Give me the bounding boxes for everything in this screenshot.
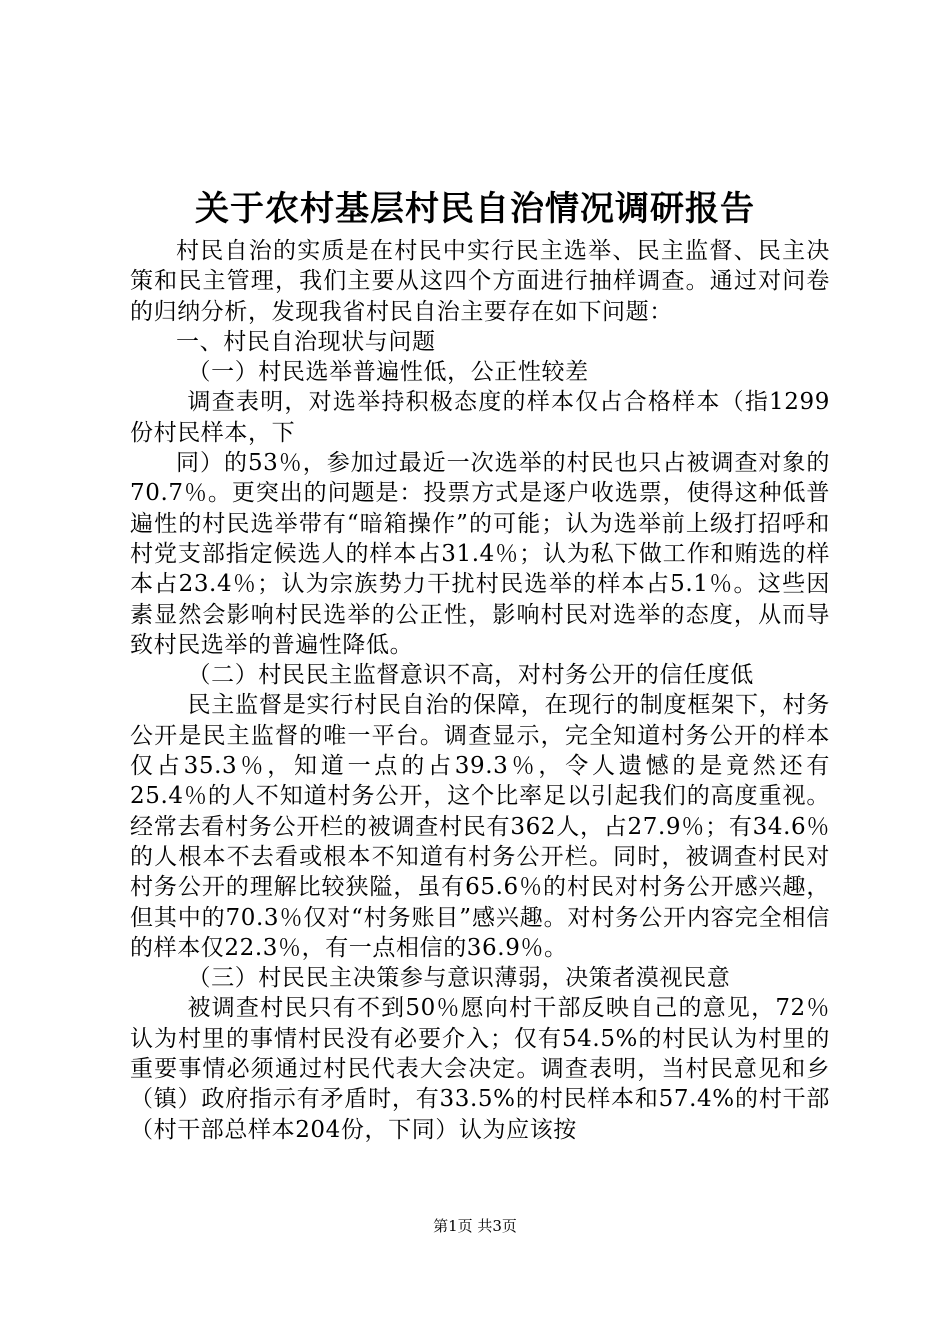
paragraph-supervision: 民主监督是实行村民自治的保障，在现行的制度框架下，村务公开是民主监督的唯一平台。调查显示，完全知道村务公开的样本仅占35.3％，知道一点的占39.3％，令人遗憾的是竟然还有25.4％的人不知道村务公开，这个比率足以引起我们的高度重视。经常去看村务公开栏的被调查村民有362人，占27.9％；有34.6％的人根本不去看或根本不知道有村务公开栏。同时，被调查村民对村务公开的理解比较狭隘，虽有65.6％的村民对村务公开感兴趣，但其中的70.3％仅对“村务账目”感兴趣。对村务公开内容完全相信的样本仅22.3％，有一点相信的36.9％。 [130, 692, 830, 961]
paragraph-election-1: 调查表明，对选举持积极态度的样本仅占合格样本（指1299份村民样本，下 [130, 389, 830, 446]
subsection-heading-3: （三）村民民主决策参与意识薄弱，决策者漠视民意 [187, 965, 731, 992]
subsection-heading-2: （二）村民民主监督意识不高，对村务公开的信任度低 [187, 662, 754, 689]
paragraph-intro: 村民自治的实质是在村民中实行民主选举、民主监督、民主决策和民主管理，我们主要从这四个方面进行抽样调查。通过对问卷的归纳分析，发现我省村民自治主要存在如下问题： [130, 238, 830, 325]
page-number-footer: 第1页 共3页 [433, 1217, 517, 1235]
document-body [130, 236, 830, 1145]
paragraph-election-2: 同）的53％，参加过最近一次选举的村民也只占被调查对象的70.7％。更突出的问题是：投票方式是逐户收选票，使得这种低普遍性的村民选举带有“暗箱操作”的可能；认为选举前上级打招呼和村党支部指定候选人的样本占31.4％；认为私下做工作和贿选的样本占23.4％；认为宗族势力干扰村民选举的样本占5.1％。这些因素显然会影响村民选举的公正性，影响村民对选举的态度，从而导致村民选举的普遍性降低。 [130, 450, 830, 658]
section-heading-1: 一、村民自治现状与问题 [176, 328, 436, 355]
paragraph-decision: 被调查村民只有不到50％愿向村干部反映自己的意见，72％认为村里的事情村民没有必要介入；仅有54.5%的村民认为村里的重要事情必须通过村民代表大会决定。调查表明，当村民意见和乡（镇）政府指示有矛盾时，有33.5%的村民样本和57.4%的村干部（村干部总样本204份，下同）认为应该按 [130, 995, 830, 1143]
subsection-heading-1: （一）村民选举普遍性低，公正性较差 [187, 359, 589, 386]
document-title: 关于农村基层村民自治情况调研报告 [195, 189, 755, 229]
